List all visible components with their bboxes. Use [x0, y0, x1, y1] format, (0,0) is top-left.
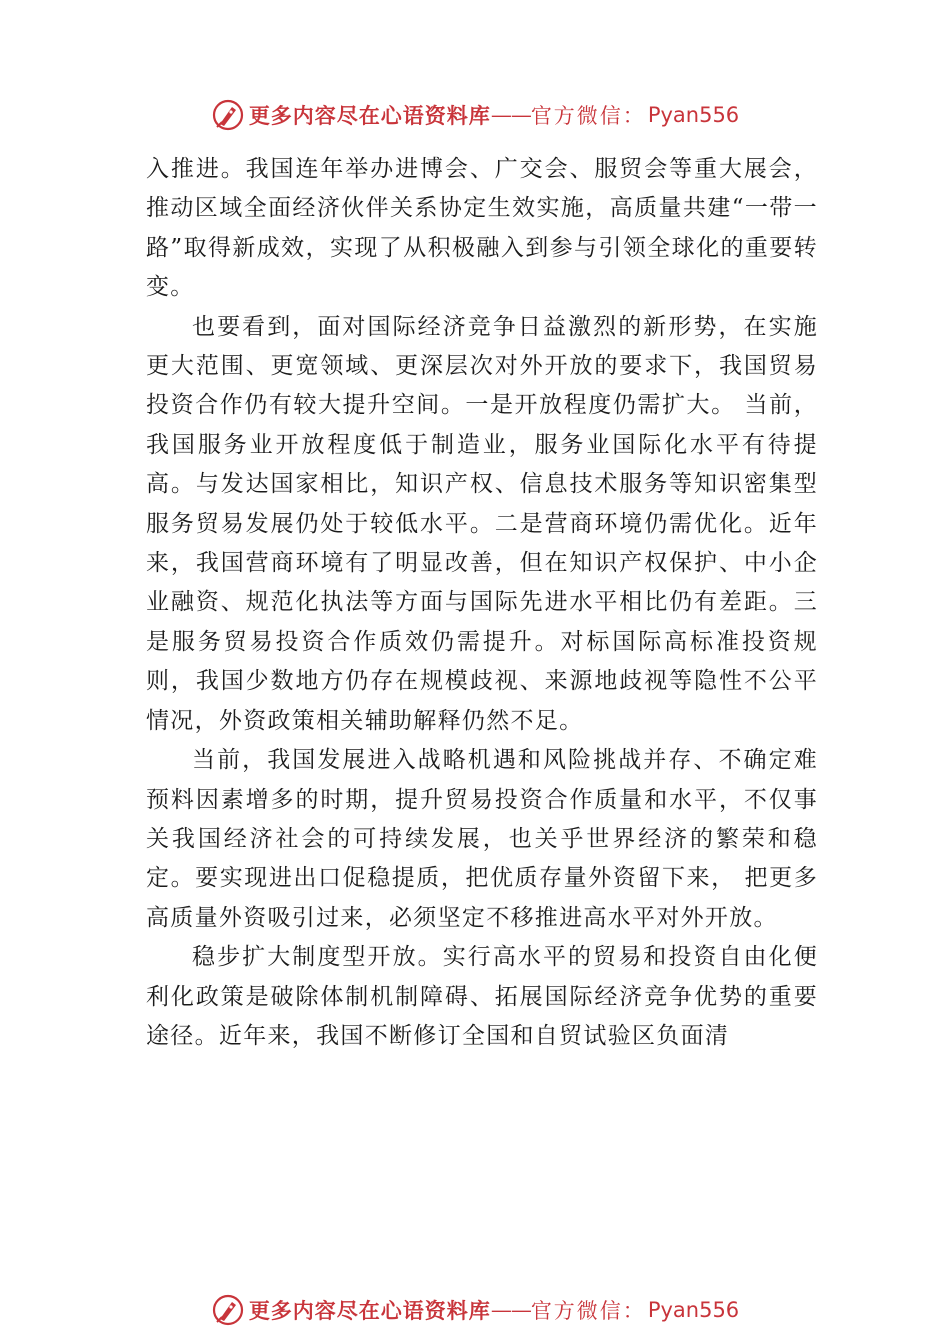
footer-wechat-label: 官方微信： [530, 1299, 646, 1323]
paragraph-2: 也要看到，面对国际经济竞争日益激烈的新形势，在实施更大范围、更宽领域、更深层次对外开放的要求下，我国贸易投资合作仍有较大提升空间。一是开放程度仍需扩大。 当前，我国服务业开放程度低于制造业，服务业国际化水平有待提高。与发达国家相比，知识产权、信息技术服务等知识密集型服务贸易发展仍处于较低水平。二是营商环境仍需优化。近年来，我国营商环境有了明显改善，但在知识产权保护、中小企业融资、规范化执法等方面与国际先进水平相比仍有差距。三是服务贸易投资合作质效仍需提升。对标国际高标准投资规则，我国少数地方仍存在规模歧视、来源地歧视等隐性不公平情况，外资政策相关辅助解释仍然不足。 [146, 313, 818, 734]
pen-nib-seal-icon [211, 1293, 245, 1327]
header-title: 更多内容尽在心语资料库 [248, 103, 491, 128]
paragraph-1: 入推进。我国连年举办进博会、广交会、服贸会等重大展会，推动区域全面经济伙伴关系协定生效实施，高质量共建“一带一路”取得新成效，实现了从积极融入到参与引领全球化的重要转变。 [146, 156, 818, 301]
header-wechat-id: Pyan556 [647, 103, 740, 127]
footer-separator: —— [490, 1298, 531, 1322]
footer-title: 更多内容尽在心语资料库 [248, 1298, 491, 1323]
footer-banner [0, 1290, 950, 1330]
document-body [146, 150, 818, 1056]
paragraph-3: 当前，我国发展进入战略机遇和风险挑战并存、不确定难预料因素增多的时期，提升贸易投资合作质量和水平，不仅事关我国经济社会的可持续发展，也关乎世界经济的繁荣和稳定。要实现进出口促稳提质，把优质存量外资留下来， 把更多高质量外资吸引过来，必须坚定不移推进高水平对外开放。 [146, 747, 818, 931]
footer-wechat-id: Pyan556 [647, 1298, 740, 1322]
header-wechat-label: 官方微信： [530, 104, 646, 128]
header-banner [0, 95, 950, 135]
pen-nib-seal-icon [211, 98, 245, 132]
paragraph-4: 稳步扩大制度型开放。实行高水平的贸易和投资自由化便利化政策是破除体制机制障碍、拓展国际经济竞争优势的重要途径。近年来，我国不断修订全国和自贸试验区负面清 [146, 944, 818, 1049]
header-separator: —— [490, 103, 531, 127]
